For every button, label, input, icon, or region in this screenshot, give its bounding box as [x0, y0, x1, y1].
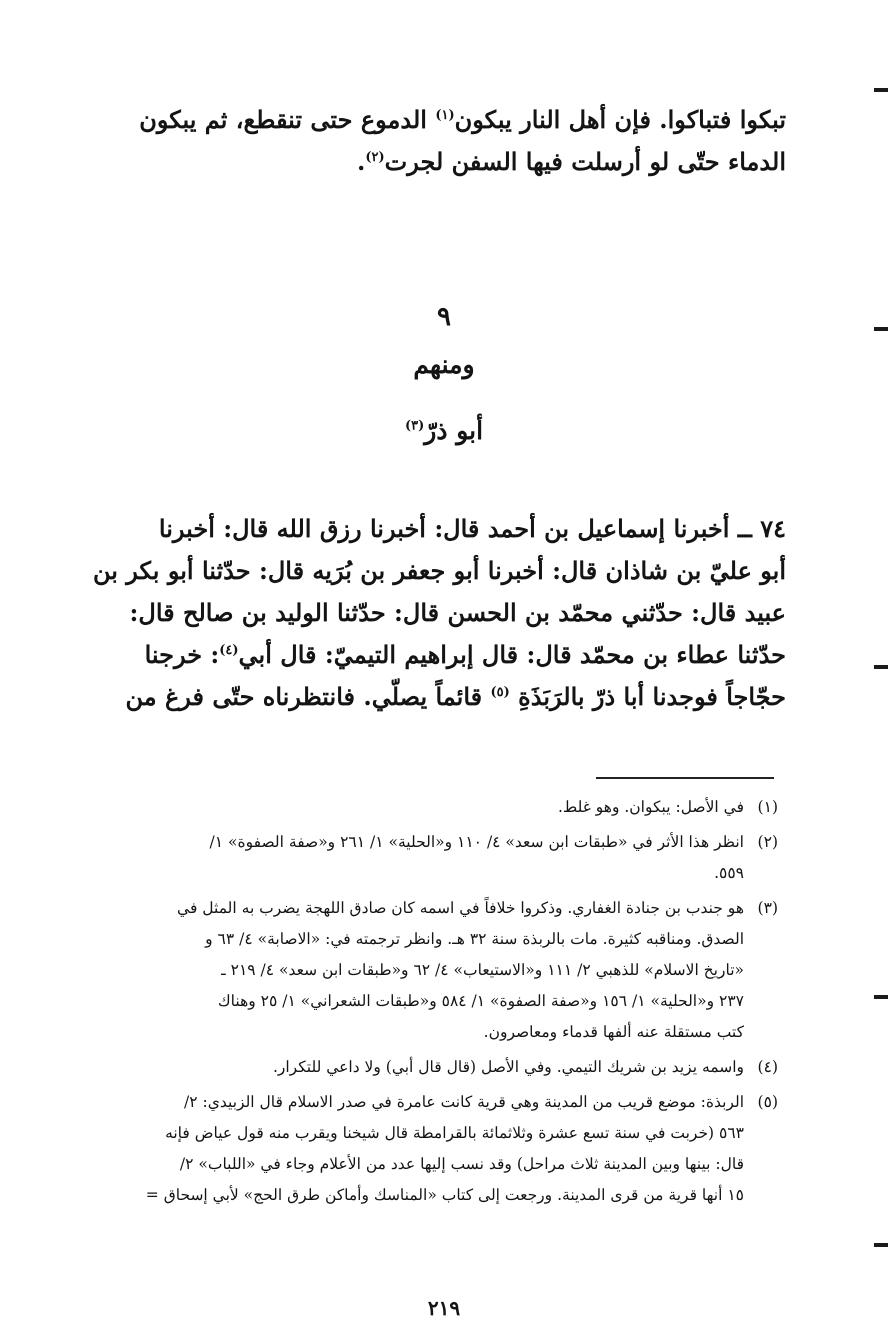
edge-mark — [874, 665, 888, 669]
text-line: أبو عليّ بن شاذان قال: أخبرنا أبو جعفر بن بُرَيه قال: حدّثنا أبو بكر بن — [93, 556, 786, 585]
edge-mark — [874, 88, 888, 92]
footnote-text: واسمه يزيد بن شريك التيمي. وفي الأصل (قال قال أبي) ولا داعي للتكرار. — [272, 1058, 744, 1076]
footnote-ref: (١) — [435, 108, 455, 123]
text-line: الدماء حتّى لو أرسلت فيها السفن لجرت$^{(٢)}$. — [356, 147, 786, 176]
text-line: عبيد قال: حدّثني محمّد بن الحسن قال: حدّثنا الوليد بن صالح قال: — [129, 598, 786, 627]
text-line: حدّثنا عطاء بن محمّد قال: قال إبراهيم التيميّ: قال أبي$^{(٤)}$: خرجنا — [144, 640, 786, 669]
footnote-number: (٢) — [757, 833, 778, 851]
footnote-ref: (٤) — [219, 643, 239, 658]
footnote-1 — [80, 792, 778, 823]
footnote-ref: (٥) — [490, 685, 510, 700]
footnotes — [80, 792, 778, 1215]
footnote-2 — [80, 827, 778, 889]
footnote-number: (١) — [757, 798, 778, 816]
footnote-3 — [80, 893, 778, 1048]
text-line: ٧٤ ــ أخبرنا إسماعيل بن أحمد قال: أخبرنا رزق الله قال: أخبرنا — [158, 514, 786, 543]
footnote-text: انظر هذا الأثر في «طبقات ابن سعد» ٤/ ١١٠ و«الحلية» ١/ ٢٦١ و«صفة الصفوة» ١/ ٥٥٩. — [209, 833, 744, 882]
footnote-text: في الأصل: يبكوان. وهو غلط. — [557, 798, 744, 816]
narration-74 — [70, 508, 786, 718]
text-line: تبكوا فتباكوا. فإن أهل النار يبكون$^{(١)}$ الدموع حتى تنقطع، ثم يبكون — [139, 105, 786, 134]
text-line: حجّاجاً فوجدنا أبا ذرّ بالرَبَذَةِ $^{(٥)}$ قائماً يصلّي. فانتظرناه حتّى فرغ من — [125, 682, 786, 711]
page-number: ٢١٩ — [427, 1296, 461, 1320]
footnote-number: (٣) — [757, 899, 778, 917]
footnote-5 — [80, 1087, 778, 1211]
footnote-text: الربذة: موضع قريب من المدينة وهي قرية كانت عامرة في صدر الاسلام قال الزبيدي: ٢/ ٥٦٣ (خربت في سنة تسع عشرة وثلاثمائة بالقرامطة قال شيخنا ويقرب منه قول عياض فإنه قال: بينها وبين المدينة ثلاث مراحل) وقد نسب إليها عدد من الأعلام وجاء في «اللباب» ٢/ ١٥ أنها قرية من قرى المدينة. ورجعت إلى كتاب «المناسك وأماكن طرق الحج» لأبي إسحاق = — [145, 1093, 744, 1204]
footnote-number: (٥) — [757, 1093, 778, 1111]
footnote-text: هو جندب بن جنادة الغفاري. وذكروا خلافاً في اسمه كان صادق اللهجة يضرب به المثل في الصدق. ومناقبه كثيرة. مات بالربذة سنة ٣٢ هـ. وانظر ترجمته في: «الاصابة» ٤/ ٦٣ و «تاريخ الاسلام» للذهبي ٢/ ١١١ و«الاستيعاب» ٤/ ٦٢ و«طبقات ابن سعد» ٤/ ٢١٩ ـ ٢٣٧ و«الحلية» ١/ ١٥٦ و«صفة الصفوة» ١/ ٥٨٤ و«طبقات الشعراني» ١/ ٢٥ وهناك كتب مستقلة عنه ألفها قدماء ومعاصرون. — [177, 899, 744, 1041]
footnote-4 — [80, 1052, 778, 1083]
section-number: ٩ — [437, 302, 451, 332]
footnote-ref: (٢) — [365, 150, 385, 165]
footnote-number: (٤) — [757, 1058, 778, 1076]
section-subject: أبو ذرّ$^{(٣)}$ — [404, 416, 484, 445]
opening-paragraph — [70, 99, 786, 183]
edge-mark — [874, 995, 888, 999]
section-heading: ومنهم — [413, 350, 475, 379]
footnote-ref: (٣) — [404, 418, 425, 434]
edge-mark — [874, 1243, 888, 1247]
footnote-separator — [596, 777, 774, 779]
